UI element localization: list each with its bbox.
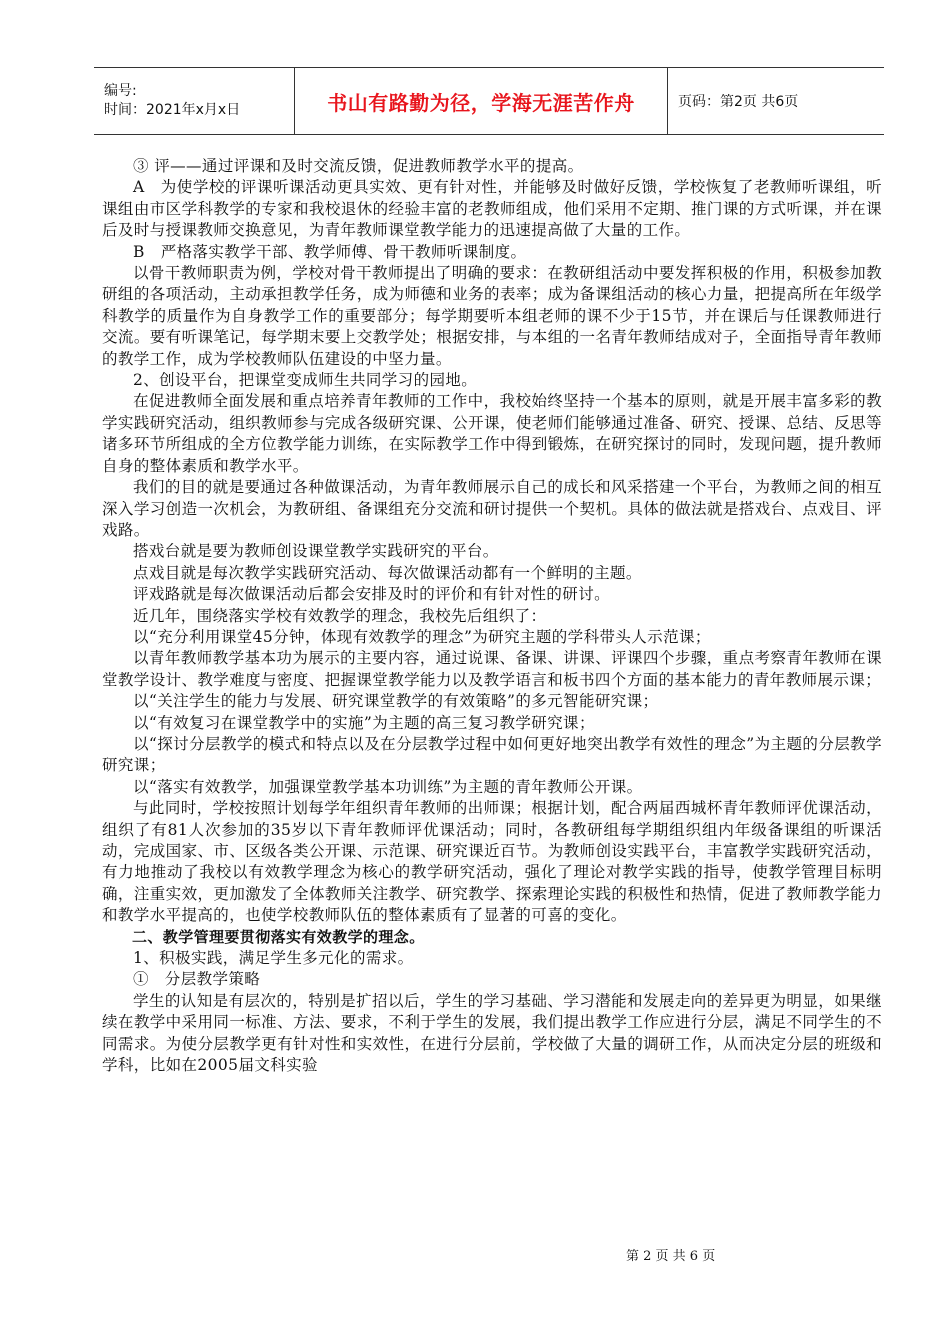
paragraph: 以青年教师教学基本功为展示的主要内容，通过说课、备课、讲课、评课四个步骤，重点考察青年教师在课堂教学设计、教学难度与密度、把握课堂教学能力以及教学语言和板书四个方面的基本能力的青年教师展示课； xyxy=(102,649,882,689)
paragraph: 以“探讨分层教学的模式和特点以及在分层教学过程中如何更好地突出教学有效性的理念”为主题的分层教学研究课； xyxy=(102,734,882,775)
paragraph: 以骨干教师职责为例，学校对骨干教师提出了明确的要求：在教研组活动中要发挥积极的作用，积极参加教研组的各项活动，主动承担教学任务，成为师德和业务的表率；成为备课组活动的核心力量，把提高所在年级学科教学的质量作为自身教学工作的重要部分；每学期要听本组老师的课不少于15节，并在课后与任课教师进行交流。要有听课笔记，每学期末要上交教学处；根据安排，与本组的一名青年教师结成对子，全面指导青年教师的教学工作，成为学校教师队伍建设的中坚力量。 xyxy=(102,264,882,368)
paragraph: 与此同时，学校按照计划每学年组织青年教师的出师课；根据计划，配合两届西城杯青年教师评优课活动，组织了有81人次参加的35岁以下青年教师评优课活动；同时，各教研组每学期组织组内年级备课组的听课活动，完成国家、市、区级各类公开课、示范课、研究课近百节。为教师创设实践平台，丰富教学实践研究活动，有力地推动了我校以有效教学理念为核心的教学研究活动，强化了理论对教学实践的指导，使教学管理目标明确，注重实效，更加激发了全体教师关注教学、研究教学、探索理论实践的积极性和热情，促进了教师教学能力和教学水平提高的，也使学校教师队伍的整体素质有了显著的可喜的变化。 xyxy=(102,799,882,925)
paragraph: 2、创设平台，把课堂变成师生共同学习的园地。 xyxy=(133,371,478,390)
paragraph: 学生的认知是有层次的，特别是扩招以后，学生的学习基础、学习潜能和发展走向的差异更为明显，如果继续在教学中采用同一标准、方法、要求，不利于学生的发展，我们提出教学工作应进行分层，满足不同学生的不同需求。为使分层教学更有针对性和实效性，在进行分层前，学校做了大量的调研工作，从而决定分层的班级和学科，比如在2005届文科实验 xyxy=(102,991,882,1075)
paragraph: 1、积极实践，满足学生多元化的需求。 xyxy=(133,949,414,968)
paragraph: 点戏目就是每次教学实践研究活动、每次做课活动都有一个鲜明的主题。 xyxy=(133,563,642,582)
paragraph: 我们的目的就是要通过各种做课活动，为青年教师展示自己的成长和风采搭建一个平台，为教师之间的相互深入学习创造一次机会，为教研组、备课组充分交流和研讨提供一个契机。具体的做法就是搭戏台、点戏目、评戏路。 xyxy=(102,478,882,539)
footer-page-number: 第 2 页 共 6 页 xyxy=(626,1249,716,1264)
page-header xyxy=(94,67,884,135)
header-meta xyxy=(94,68,294,134)
paragraph: 近几年，围绕落实学校有效教学的理念，我校先后组织了： xyxy=(133,606,547,625)
paragraph: 搭戏台就是要为教师创设课堂教学实践研究的平台。 xyxy=(133,542,499,561)
paragraph: 以“有效复习在课堂教学中的实施”为主题的高三复习教学研究课； xyxy=(133,713,595,732)
page-info-label: 页码：第2页 共6页 xyxy=(678,94,799,110)
paragraph: ③ 评——通过评课和及时交流反馈，促进教师教学水平的提高。 xyxy=(133,157,584,175)
number-label: 编号: xyxy=(104,83,137,99)
paragraph: A 为使学校的评课听课活动更具实效、更有针对性，并能够及时做好反馈，学校恢复了老教师听课组，听课组由市区学科教学的专家和我校退休的经验丰富的老教师组成，他们采用不定期、推门课的方式听课，并在课后及时与授课教师交换意见，为青年教师课堂教学能力的迅速提高做了大量的工作。 xyxy=(102,178,882,240)
document-body xyxy=(102,156,882,1076)
header-page-info xyxy=(668,68,884,134)
paragraph: 以“关注学生的能力与发展、研究课堂教学的有效策略”的多元智能研究课； xyxy=(133,692,659,711)
paragraph: B 严格落实教学干部、教学师傅、骨干教师听课制度。 xyxy=(133,242,527,261)
paragraph: 以“充分利用课堂45分钟，体现有效教学的理念”为研究主题的学科带头人示范课； xyxy=(133,627,711,646)
paragraph: 以“落实有效教学，加强课堂教学基本功训练”为主题的青年教师公开课。 xyxy=(133,777,643,796)
motto-text: 书山有路勤为径，学海无涯苦作舟 xyxy=(327,90,635,115)
section-heading: 二、教学管理要贯彻落实有效教学的理念。 xyxy=(132,927,425,946)
header-motto-cell xyxy=(294,68,668,134)
paragraph: 评戏路就是每次做课活动后都会安排及时的评价和有针对性的研讨。 xyxy=(133,585,611,604)
time-label: 时间：2021年x月x日 xyxy=(104,102,241,118)
paragraph: ① 分层教学策略 xyxy=(133,970,261,989)
paragraph: 在促进教师全面发展和重点培养青年教师的工作中，我校始终坚持一个基本的原则，就是开展丰富多彩的教学实践研究活动，组织教师参与完成各级研究课、公开课，使老师们能够通过准备、研究、授课、总结、反思等诸多环节所组成的全方位教学能力训练，在实际教学工作中得到锻炼，在研究探讨的同时，发现问题，提升教师自身的整体素质和教学水平。 xyxy=(102,392,882,475)
